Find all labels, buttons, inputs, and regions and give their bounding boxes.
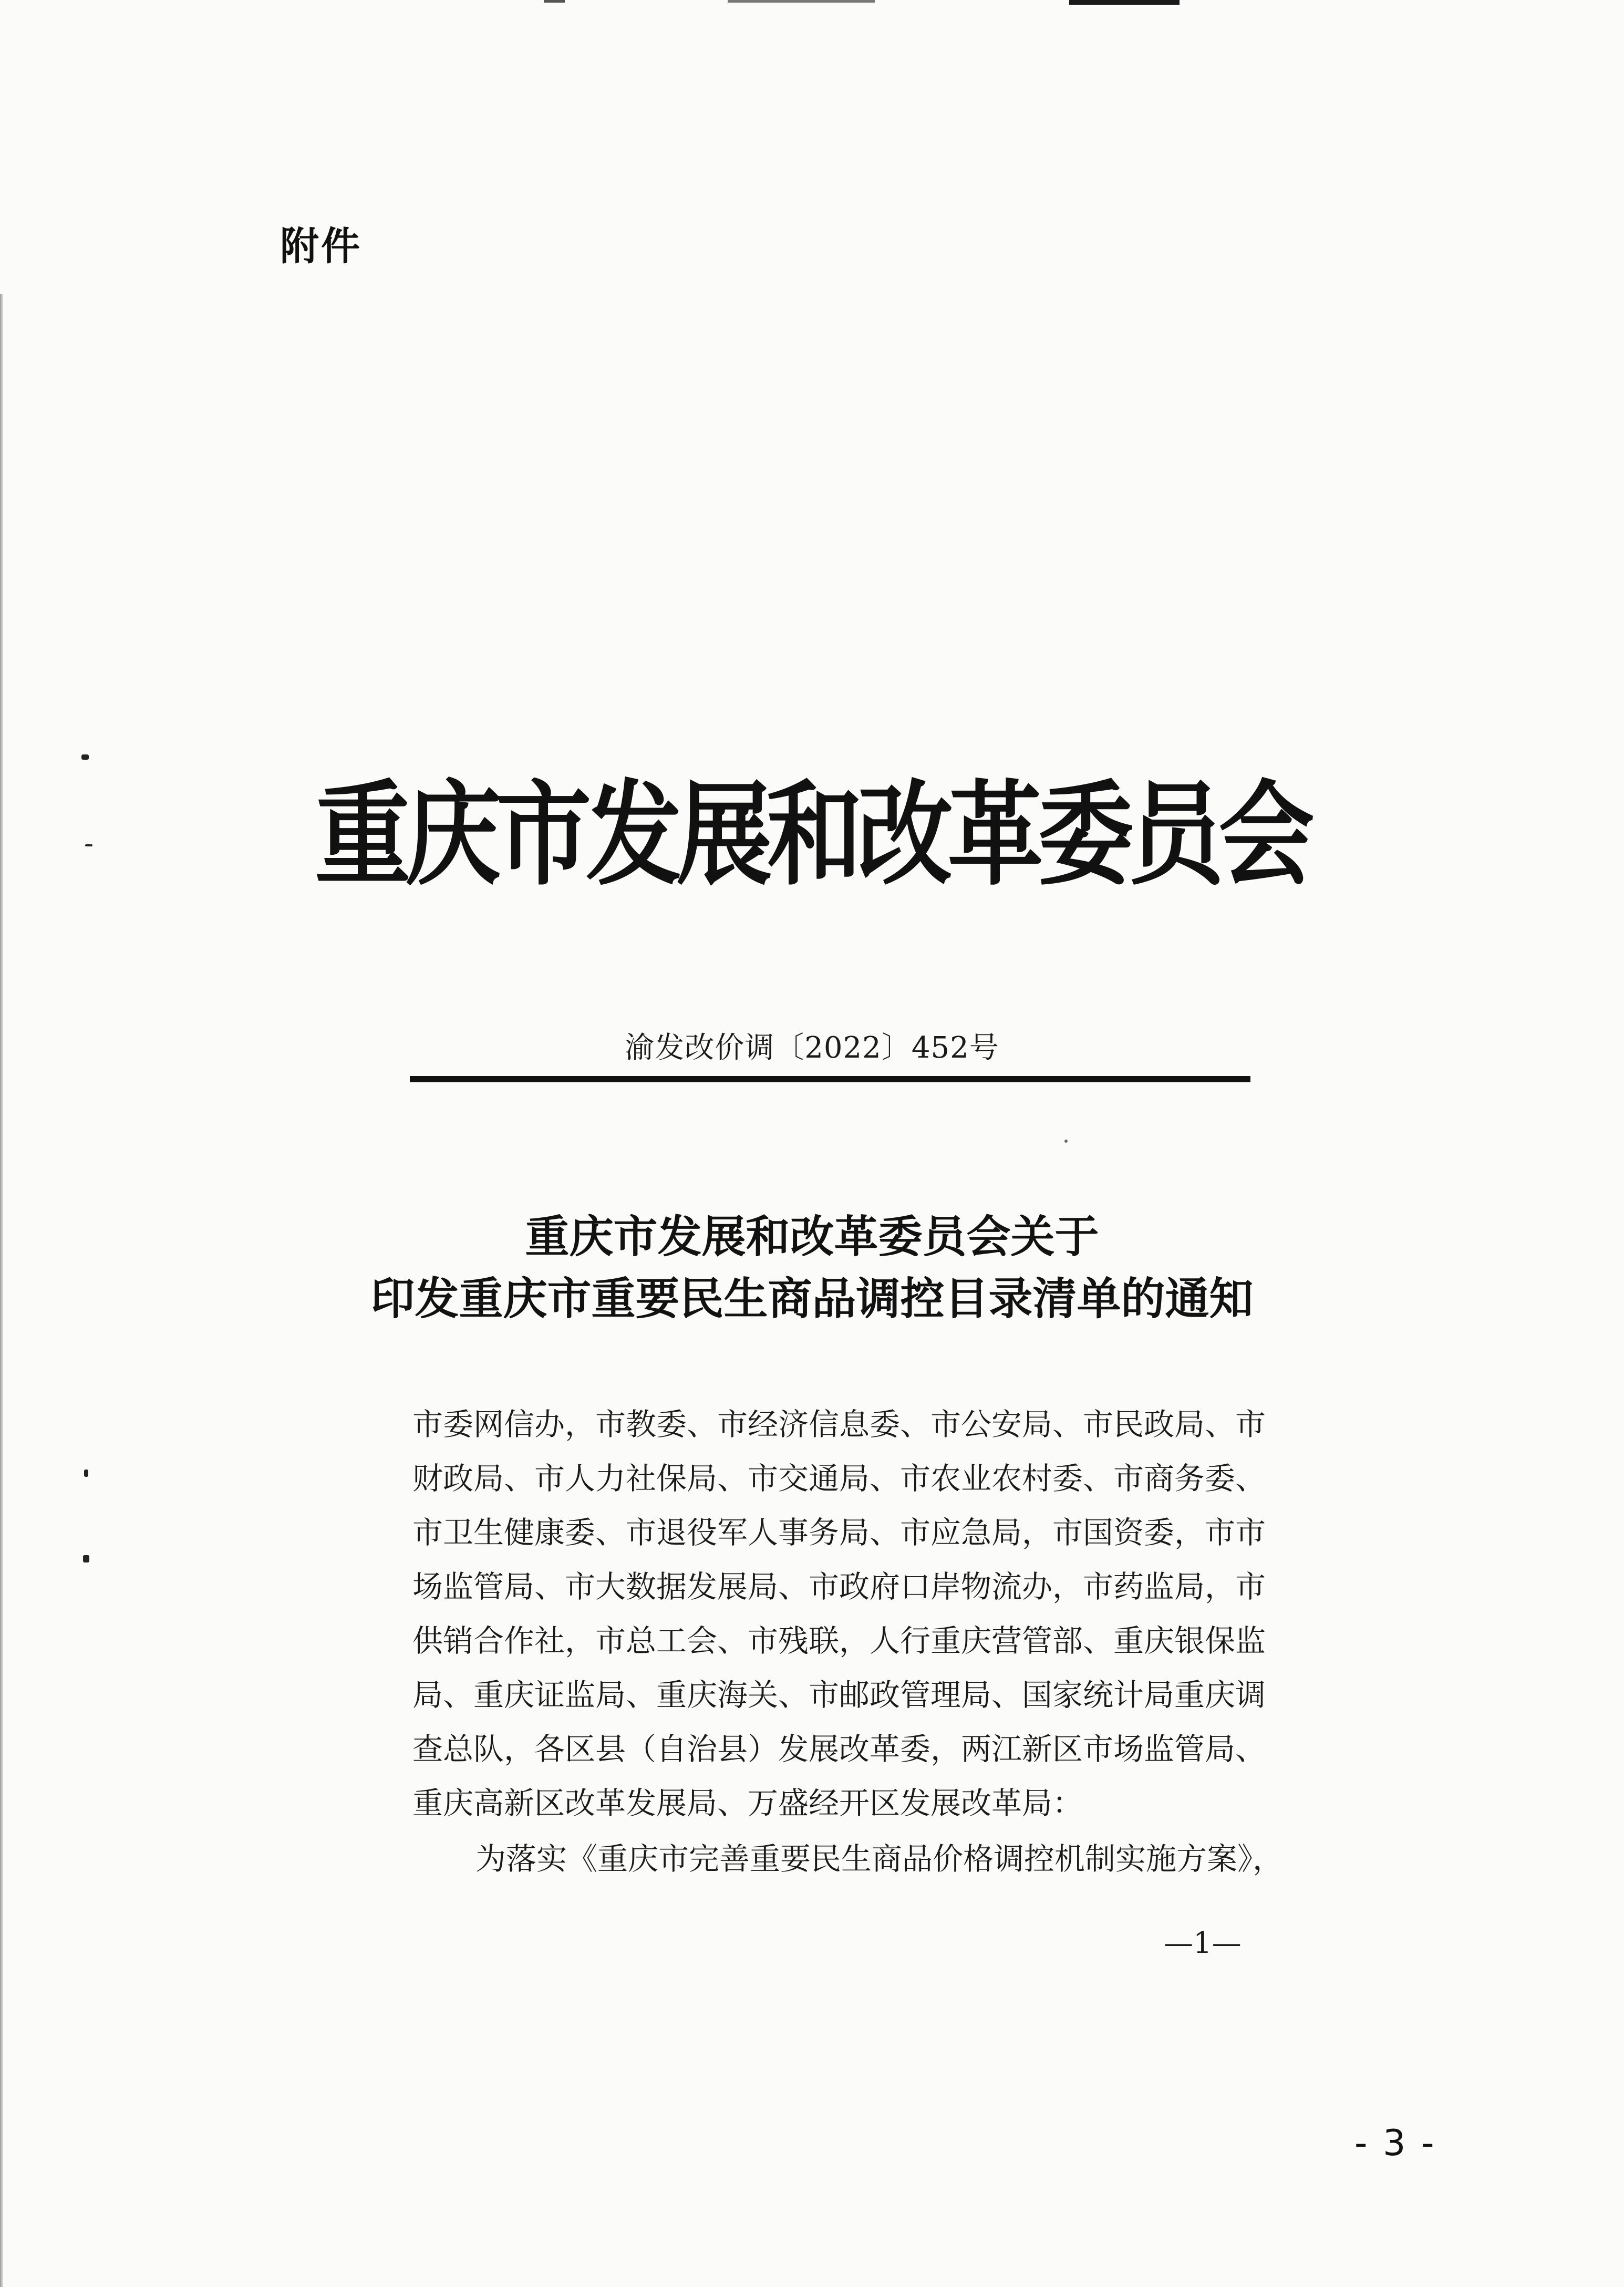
scan-artifact-dot <box>83 1555 89 1562</box>
document-number: 渝发改价调〔2022〕452号 <box>625 1031 999 1065</box>
scan-artifact-dot <box>84 1470 88 1477</box>
scan-artifact-mark <box>1069 0 1180 5</box>
document-title-line-1: 重庆市发展和改革委员会关于 <box>525 1210 1099 1262</box>
recipient-line: 场监管局、市大数据发展局、市政府口岸物流办，市药监局，市 <box>412 1569 1266 1605</box>
recipient-line: 重庆高新区改革发展局、万盛经开区发展改革局： <box>412 1785 1083 1821</box>
recipient-list <box>412 1398 1266 1830</box>
recipient-line: 市委网信办，市教委、市经济信息委、市公安局、市民政局、市 <box>412 1406 1266 1442</box>
recipient-line: 查总队，各区县（自治县）发展改革委，两江新区市场监管局、 <box>412 1731 1266 1767</box>
recipient-line: 局、重庆证监局、重庆海关、市邮政管理局、国家统计局重庆调 <box>412 1677 1266 1713</box>
body-paragraph: 为落实《重庆市完善重要民生商品价格调控机制实施方案》， <box>475 1841 1284 1877</box>
header-divider-line <box>410 1076 1250 1082</box>
scan-artifact-dot <box>1064 1140 1068 1143</box>
document-title-line-2: 印发重庆市重要民生商品调控目录清单的通知 <box>370 1272 1254 1324</box>
scan-artifact-mark <box>544 0 565 3</box>
inner-page-number: —1— <box>1164 1926 1242 1960</box>
page-number: - 3 - <box>1354 2123 1436 2164</box>
attachment-label: 附件 <box>280 224 362 269</box>
issuing-org-header: 重庆市发展和改革委员会 <box>315 768 1309 901</box>
recipient-line: 财政局、市人力社保局、市交通局、市农业农村委、市商务委、 <box>412 1461 1266 1496</box>
recipient-line: 市卫生健康委、市退役军人事务局、市应急局，市国资委，市市 <box>412 1515 1266 1550</box>
recipient-line: 供销合作社，市总工会、市残联，人行重庆营管部、重庆银保监 <box>412 1623 1266 1659</box>
document-title <box>0 1206 1624 1330</box>
scan-artifact-mark <box>728 0 875 3</box>
